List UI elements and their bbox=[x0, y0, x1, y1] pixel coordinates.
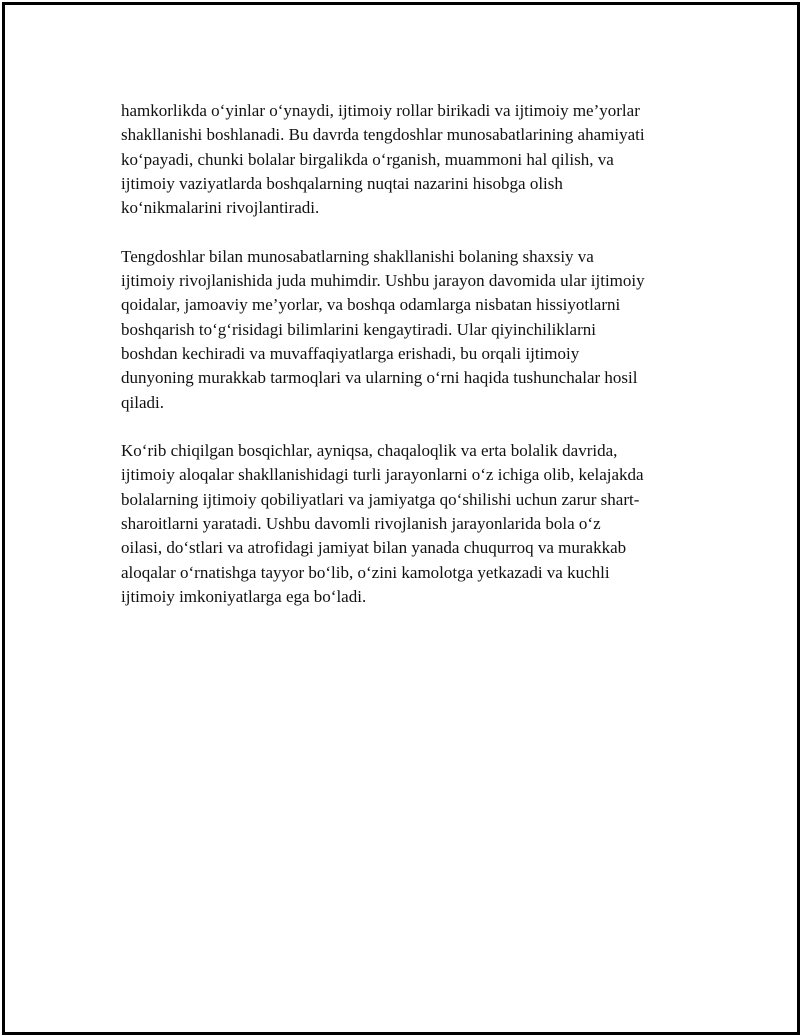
text-line: qiladi. bbox=[121, 392, 164, 412]
text-line: aloqalar o‘rnatishga tayyor bo‘lib, o‘zini kamolotga yetkazadi va kuchli bbox=[121, 562, 610, 582]
text-line: hamkorlikda o‘yinlar o‘ynaydi, ijtimoiy rollar birikadi va ijtimoiy me’yorlar bbox=[121, 101, 640, 120]
text-line: ko‘nikmalarini rivojlantiradi. bbox=[121, 198, 320, 218]
text-line: ijtimoiy vaziyatlarda boshqalarning nuqtai nazarini hisobga olish bbox=[121, 173, 563, 193]
text-line: ijtimoiy imkoniyatlarga ega bo‘ladi. bbox=[121, 586, 367, 606]
text-line: sharoitlarni yaratadi. Ushbu davomli rivojlanish jarayonlarida bola o‘z bbox=[121, 514, 601, 534]
text-line: Tengdoshlar bilan munosabatlarning shakllanishi bolaning shaxsiy va bbox=[121, 246, 594, 266]
paragraph-3 bbox=[121, 439, 701, 609]
text-line: ijtimoiy rivojlanishida juda muhimdir. Ushbu jarayon davomida ular ijtimoiy bbox=[121, 271, 645, 291]
text-line: dunyoning murakkab tarmoqlari va ularning o‘rni haqida tushunchalar hosil bbox=[121, 368, 638, 388]
text-line: boshqarish to‘g‘risidagi bilimlarini kengaytiradi. Ular qiyinchiliklarni bbox=[121, 319, 596, 339]
document-body bbox=[121, 99, 701, 634]
text-line: shakllanishi boshlanadi. Bu davrda tengdoshlar munosabatlarining ahamiyati bbox=[121, 125, 645, 145]
paragraph-1 bbox=[121, 99, 701, 220]
text-line: ko‘payadi, chunki bolalar birgalikda o‘rganish, muammoni hal qilish, va bbox=[121, 149, 614, 169]
text-line: boshdan kechiradi va muvaffaqiyatlarga erishadi, bu orqali ijtimoiy bbox=[121, 343, 580, 363]
text-line: qoidalar, jamoaviy me’yorlar, va boshqa odamlarga nisbatan hissiyotlarni bbox=[121, 295, 621, 315]
text-line: bolalarning ijtimoiy qobiliyatlari va jamiyatga qo‘shilishi uchun zarur shart- bbox=[121, 489, 640, 509]
page-frame bbox=[2, 2, 800, 1035]
text-line: oilasi, do‘stlari va atrofidagi jamiyat bilan yanada chuqurroq va murakkab bbox=[121, 538, 627, 558]
text-line: ijtimoiy aloqalar shakllanishidagi turli jarayonlarni o‘z ichiga olib, kelajakda bbox=[121, 465, 644, 485]
paragraph-2 bbox=[121, 245, 701, 415]
text-line: Ko‘rib chiqilgan bosqichlar, ayniqsa, chaqaloqlik va erta bolalik davrida, bbox=[121, 441, 618, 461]
